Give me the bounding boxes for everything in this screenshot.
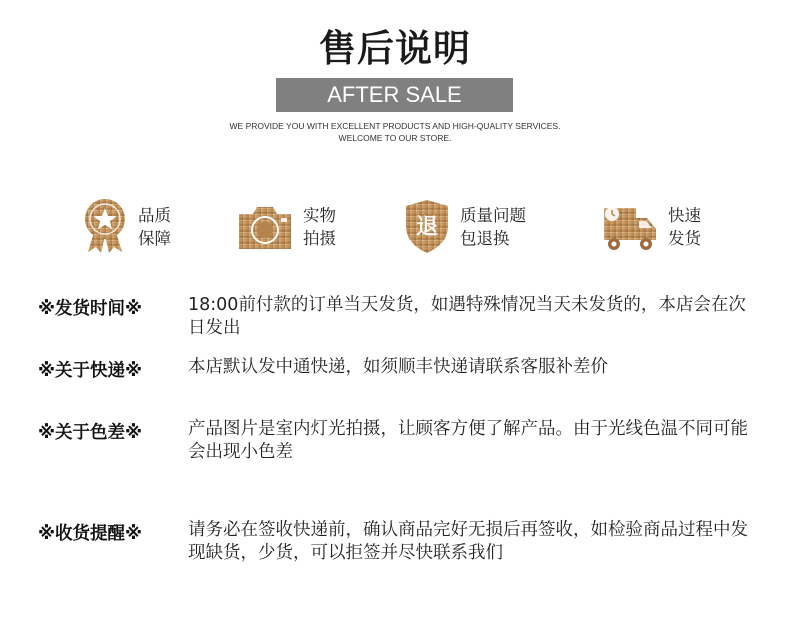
subtitle-line-2: WELCOME TO OUR STORE. bbox=[338, 133, 452, 143]
feature-fast-delivery-label: 快速 发货 bbox=[668, 206, 701, 248]
feature-quality-label: 品质 保障 bbox=[138, 206, 171, 248]
feature-real-photo-label: 实物 拍摄 bbox=[303, 206, 336, 248]
section-text-color-difference: 产品图片是室内灯光拍摄，让顾客方便了解产品。由于光线色温不同可能会出现小色差 bbox=[188, 419, 748, 462]
section-title-receipt-reminder: ※收货提醒※ bbox=[38, 524, 143, 544]
section-text-receipt-reminder: 请务必在签收快递前，确认商品完好无损后再签收，如检验商品过程中发现缺货，少货，可以拒签并尽快联系我们 bbox=[188, 520, 748, 563]
shield-return-icon bbox=[404, 198, 450, 254]
page-title: 售后说明 bbox=[319, 27, 471, 70]
section-text-courier: 本店默认发中通快递，如须顺丰快递请联系客服补差价 bbox=[188, 357, 608, 377]
feature-return-label: 质量问题 包退换 bbox=[460, 206, 526, 248]
ribbon-star-icon bbox=[82, 198, 128, 258]
shield-return-glyph: 退 bbox=[415, 215, 438, 240]
feature-quality bbox=[82, 198, 192, 256]
section-text-shipping-time: 18:00前付款的订单当天发货，如遇特殊情况当天未发货的，本店会在次日发出 bbox=[188, 295, 746, 338]
after-sale-banner: AFTER SALE bbox=[276, 78, 513, 112]
delivery-truck-icon bbox=[598, 198, 658, 258]
camera-icon bbox=[237, 198, 293, 256]
feature-return bbox=[404, 198, 544, 256]
section-title-shipping-time: ※发货时间※ bbox=[38, 299, 143, 319]
section-title-color-difference: ※关于色差※ bbox=[38, 423, 143, 443]
feature-real-photo bbox=[237, 198, 347, 256]
subtitle-line-1: WE PROVIDE YOU WITH EXCELLENT PRODUCTS AND HIGH-QUALITY SERVICES. bbox=[229, 121, 561, 131]
feature-fast-delivery bbox=[598, 198, 728, 256]
section-title-courier: ※关于快递※ bbox=[38, 361, 143, 381]
